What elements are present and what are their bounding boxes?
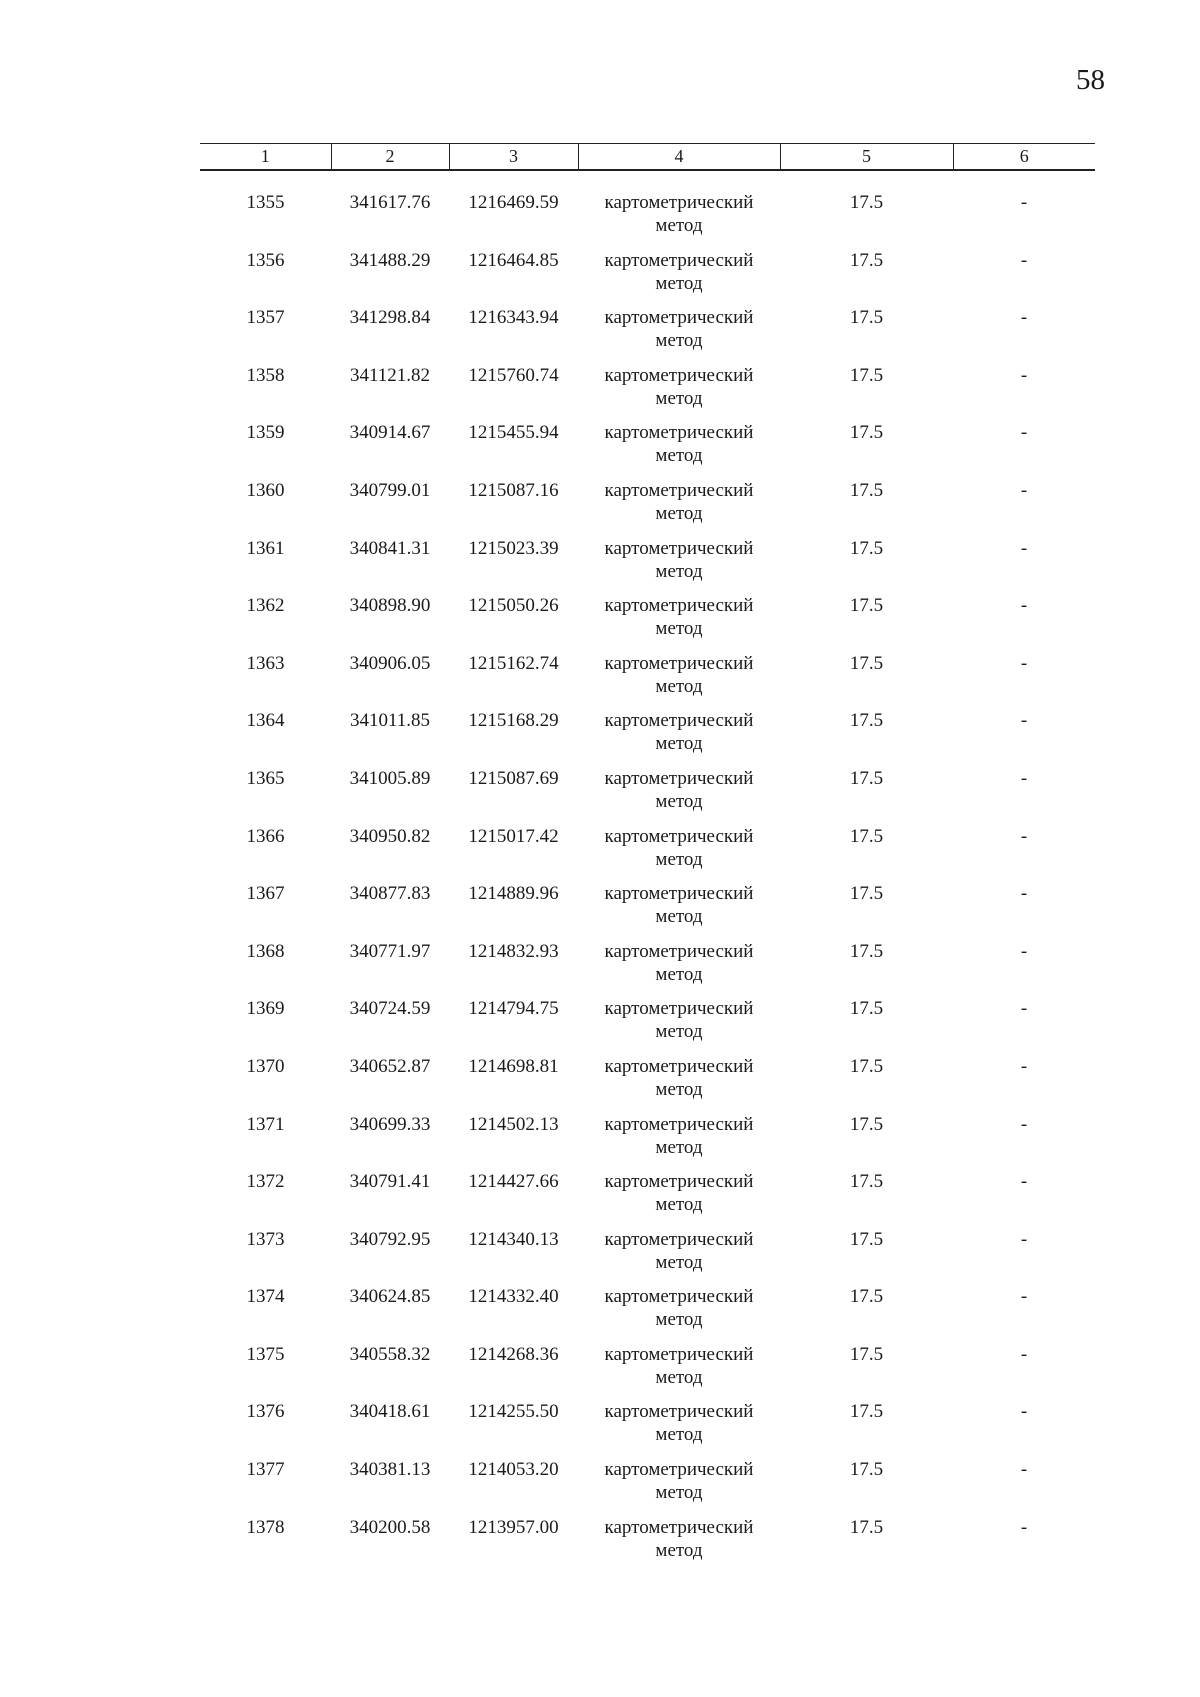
cell-note: -	[1020, 1228, 1028, 1250]
cell-note: -	[1020, 192, 1028, 213]
cell-value: 17.5	[849, 249, 884, 271]
table-body	[200, 170, 1095, 1573]
cell-value: 17.5	[849, 307, 884, 329]
cell-point-id: 1365	[246, 767, 285, 789]
cell-x-coordinate: 340914.67	[349, 422, 431, 444]
method-line-2: метод	[655, 1251, 703, 1273]
cell-y-coordinate: 1216464.85	[468, 249, 559, 271]
cell-y-coordinate: 1215087.16	[468, 479, 559, 501]
cell-x-coordinate: 340791.41	[349, 1171, 431, 1193]
cell-method	[578, 882, 780, 940]
cell-method	[578, 1343, 780, 1401]
cell-value: 17.5	[849, 1343, 884, 1365]
cell-point-id: 1360	[246, 479, 285, 501]
cell-y-coordinate: 1216343.94	[468, 307, 559, 329]
header-row	[200, 144, 1095, 171]
table-row	[200, 1458, 1095, 1516]
cell-x-coordinate: 341005.89	[349, 767, 431, 789]
cell-point-id: 1364	[246, 710, 285, 732]
cell-note: -	[1020, 710, 1028, 732]
cell-point-id: 1367	[246, 883, 285, 905]
cell-x-coordinate: 340558.32	[349, 1343, 431, 1365]
table-row	[200, 940, 1095, 998]
cell-method	[578, 1516, 780, 1574]
cell-note: -	[1020, 883, 1028, 905]
cell-point-id: 1378	[246, 1516, 285, 1538]
method-line-2: метод	[655, 560, 703, 582]
cell-y-coordinate: 1214832.93	[468, 940, 559, 962]
table-row	[200, 364, 1095, 422]
cell-value: 17.5	[849, 537, 884, 559]
cell-note: -	[1020, 998, 1028, 1020]
cell-point-id: 1361	[246, 537, 285, 559]
cell-x-coordinate: 340799.01	[349, 479, 431, 501]
method-line-1: картометрический	[604, 998, 754, 1020]
method-line-2: метод	[655, 848, 703, 870]
method-line-2: метод	[655, 445, 703, 467]
cell-y-coordinate: 1213957.00	[468, 1516, 559, 1538]
table-row	[200, 709, 1095, 767]
cell-x-coordinate: 340898.90	[349, 595, 431, 617]
method-line-1: картометрический	[604, 940, 754, 962]
coordinates-table-container	[200, 143, 1095, 1573]
cell-x-coordinate: 340792.95	[349, 1228, 431, 1250]
cell-note: -	[1020, 422, 1028, 444]
cell-note: -	[1020, 537, 1028, 559]
cell-value: 17.5	[849, 883, 884, 905]
method-line-2: метод	[655, 618, 703, 640]
cell-note: -	[1020, 1055, 1028, 1077]
cell-value: 17.5	[849, 998, 884, 1020]
method-line-2: метод	[655, 1309, 703, 1331]
cell-point-id: 1370	[246, 1055, 285, 1077]
cell-value: 17.5	[849, 1055, 884, 1077]
cell-x-coordinate: 340841.31	[349, 537, 431, 559]
method-line-1: картометрический	[604, 1171, 754, 1193]
method-line-1: картометрический	[604, 652, 754, 674]
cell-value: 17.5	[849, 1401, 884, 1423]
method-line-1: картометрический	[604, 1459, 754, 1481]
method-line-1: картометрический	[604, 825, 754, 847]
cell-value: 17.5	[849, 479, 884, 501]
cell-x-coordinate: 340200.58	[349, 1516, 431, 1538]
method-line-2: метод	[655, 387, 703, 409]
method-line-2: метод	[655, 1539, 703, 1561]
table-row	[200, 1285, 1095, 1343]
cell-y-coordinate: 1214502.13	[468, 1113, 559, 1135]
cell-x-coordinate: 340624.85	[349, 1286, 431, 1308]
cell-method	[578, 537, 780, 595]
cell-point-id: 1357	[246, 307, 285, 329]
cell-value: 17.5	[849, 652, 884, 674]
cell-note: -	[1020, 652, 1028, 674]
method-line-2: метод	[655, 906, 703, 928]
cell-note: -	[1020, 307, 1028, 329]
method-line-1: картометрический	[604, 1343, 754, 1365]
cell-y-coordinate: 1215168.29	[468, 710, 559, 732]
method-line-2: метод	[655, 1136, 703, 1158]
cell-y-coordinate: 1214427.66	[468, 1171, 559, 1193]
cell-method	[578, 479, 780, 537]
cell-x-coordinate: 341488.29	[349, 249, 431, 271]
cell-y-coordinate: 1215760.74	[468, 364, 559, 386]
cell-note: -	[1020, 1171, 1028, 1193]
method-line-2: метод	[655, 502, 703, 524]
method-line-1: картометрический	[604, 1113, 754, 1135]
cell-x-coordinate: 340381.13	[349, 1459, 431, 1481]
table-row	[200, 249, 1095, 307]
table-row	[200, 1228, 1095, 1286]
cell-method	[578, 421, 780, 479]
cell-point-id: 1373	[246, 1228, 285, 1250]
cell-point-id: 1374	[246, 1286, 285, 1308]
method-line-2: метод	[655, 1194, 703, 1216]
table-row	[200, 1516, 1095, 1574]
cell-method	[578, 1458, 780, 1516]
cell-note: -	[1020, 364, 1028, 386]
method-line-2: метод	[655, 330, 703, 352]
cell-note: -	[1020, 479, 1028, 501]
cell-method	[578, 652, 780, 710]
cell-method	[578, 306, 780, 364]
cell-x-coordinate: 340418.61	[349, 1401, 431, 1423]
cell-note: -	[1020, 825, 1028, 847]
column-header: 6	[953, 144, 1095, 171]
cell-x-coordinate: 340652.87	[349, 1055, 431, 1077]
cell-value: 17.5	[849, 595, 884, 617]
cell-value: 17.5	[849, 1459, 884, 1481]
cell-note: -	[1020, 940, 1028, 962]
method-line-2: метод	[655, 272, 703, 294]
table-row	[200, 767, 1095, 825]
cell-point-id: 1368	[246, 940, 285, 962]
method-line-1: картометрический	[604, 249, 754, 271]
cell-point-id: 1355	[246, 192, 285, 213]
cell-method	[578, 1400, 780, 1458]
cell-x-coordinate: 341121.82	[349, 364, 431, 386]
table-row	[200, 537, 1095, 595]
table-row	[200, 652, 1095, 710]
method-line-2: метод	[655, 215, 703, 236]
cell-point-id: 1359	[246, 422, 285, 444]
cell-method	[578, 1170, 780, 1228]
cell-y-coordinate: 1215087.69	[468, 767, 559, 789]
table-row	[200, 170, 1095, 249]
cell-method	[578, 1113, 780, 1171]
cell-note: -	[1020, 1286, 1028, 1308]
table-row	[200, 594, 1095, 652]
cell-method	[578, 170, 780, 249]
method-line-1: картометрический	[604, 192, 754, 213]
method-line-1: картометрический	[604, 767, 754, 789]
table-row	[200, 1343, 1095, 1401]
cell-method	[578, 1228, 780, 1286]
table-row	[200, 1113, 1095, 1171]
cell-value: 17.5	[849, 940, 884, 962]
method-line-1: картометрический	[604, 479, 754, 501]
cell-point-id: 1362	[246, 595, 285, 617]
cell-y-coordinate: 1214794.75	[468, 998, 559, 1020]
cell-y-coordinate: 1215023.39	[468, 537, 559, 559]
method-line-2: метод	[655, 790, 703, 812]
cell-point-id: 1377	[246, 1459, 285, 1481]
table-row	[200, 1055, 1095, 1113]
cell-point-id: 1376	[246, 1401, 285, 1423]
cell-y-coordinate: 1215162.74	[468, 652, 559, 674]
column-header: 5	[780, 144, 953, 171]
coordinates-table	[200, 143, 1095, 1573]
cell-note: -	[1020, 1516, 1028, 1538]
table-row	[200, 479, 1095, 537]
table-row	[200, 997, 1095, 1055]
table-row	[200, 882, 1095, 940]
cell-point-id: 1369	[246, 998, 285, 1020]
method-line-2: метод	[655, 675, 703, 697]
cell-note: -	[1020, 1113, 1028, 1135]
cell-point-id: 1358	[246, 364, 285, 386]
method-line-2: метод	[655, 1424, 703, 1446]
cell-y-coordinate: 1214698.81	[468, 1055, 559, 1077]
cell-note: -	[1020, 595, 1028, 617]
method-line-2: метод	[655, 1366, 703, 1388]
method-line-1: картометрический	[604, 1401, 754, 1423]
column-header: 2	[331, 144, 449, 171]
cell-note: -	[1020, 767, 1028, 789]
cell-y-coordinate: 1214889.96	[468, 883, 559, 905]
cell-y-coordinate: 1214268.36	[468, 1343, 559, 1365]
cell-y-coordinate: 1216469.59	[468, 192, 559, 213]
cell-method	[578, 364, 780, 422]
cell-point-id: 1372	[246, 1171, 285, 1193]
cell-value: 17.5	[849, 1286, 884, 1308]
cell-value: 17.5	[849, 1171, 884, 1193]
method-line-1: картометрический	[604, 595, 754, 617]
table-row	[200, 1400, 1095, 1458]
cell-value: 17.5	[849, 1228, 884, 1250]
method-line-2: метод	[655, 1482, 703, 1504]
cell-y-coordinate: 1214255.50	[468, 1401, 559, 1423]
table-row	[200, 306, 1095, 364]
cell-method	[578, 1055, 780, 1113]
cell-method	[578, 825, 780, 883]
method-line-1: картометрический	[604, 364, 754, 386]
cell-method	[578, 594, 780, 652]
method-line-2: метод	[655, 1021, 703, 1043]
cell-x-coordinate: 340699.33	[349, 1113, 431, 1135]
cell-x-coordinate: 340771.97	[349, 940, 431, 962]
cell-y-coordinate: 1214053.20	[468, 1459, 559, 1481]
method-line-1: картометрический	[604, 883, 754, 905]
cell-value: 17.5	[849, 364, 884, 386]
cell-method	[578, 940, 780, 998]
cell-note: -	[1020, 1401, 1028, 1423]
page-number: 58	[1076, 64, 1105, 96]
table-row	[200, 825, 1095, 883]
cell-y-coordinate: 1215455.94	[468, 422, 559, 444]
method-line-2: метод	[655, 963, 703, 985]
cell-method	[578, 997, 780, 1055]
cell-x-coordinate: 340950.82	[349, 825, 431, 847]
cell-value: 17.5	[849, 192, 884, 213]
cell-value: 17.5	[849, 767, 884, 789]
cell-note: -	[1020, 1343, 1028, 1365]
method-line-1: картометрический	[604, 307, 754, 329]
cell-point-id: 1366	[246, 825, 285, 847]
method-line-1: картометрический	[604, 710, 754, 732]
table-row	[200, 1170, 1095, 1228]
method-line-1: картометрический	[604, 1286, 754, 1308]
method-line-1: картометрический	[604, 1516, 754, 1538]
cell-point-id: 1356	[246, 249, 285, 271]
method-line-2: метод	[655, 733, 703, 755]
cell-value: 17.5	[849, 1516, 884, 1538]
cell-method	[578, 1285, 780, 1343]
cell-value: 17.5	[849, 710, 884, 732]
table-row	[200, 421, 1095, 479]
cell-method	[578, 767, 780, 825]
method-line-1: картометрический	[604, 422, 754, 444]
method-line-1: картометрический	[604, 1055, 754, 1077]
cell-value: 17.5	[849, 1113, 884, 1135]
cell-y-coordinate: 1215017.42	[468, 825, 559, 847]
cell-note: -	[1020, 249, 1028, 271]
cell-value: 17.5	[849, 825, 884, 847]
cell-value: 17.5	[849, 422, 884, 444]
cell-method	[578, 709, 780, 767]
column-header: 3	[449, 144, 578, 171]
cell-x-coordinate: 341617.76	[349, 192, 431, 213]
cell-y-coordinate: 1214340.13	[468, 1228, 559, 1250]
cell-note: -	[1020, 1459, 1028, 1481]
method-line-1: картометрический	[604, 1228, 754, 1250]
method-line-1: картометрический	[604, 537, 754, 559]
cell-x-coordinate: 341011.85	[349, 710, 431, 732]
column-header: 1	[200, 144, 331, 171]
cell-y-coordinate: 1215050.26	[468, 595, 559, 617]
method-line-2: метод	[655, 1078, 703, 1100]
cell-x-coordinate: 340724.59	[349, 998, 431, 1020]
cell-x-coordinate: 340877.83	[349, 883, 431, 905]
table-header	[200, 144, 1095, 171]
cell-point-id: 1363	[246, 652, 285, 674]
cell-y-coordinate: 1214332.40	[468, 1286, 559, 1308]
cell-x-coordinate: 340906.05	[349, 652, 431, 674]
cell-point-id: 1375	[246, 1343, 285, 1365]
cell-point-id: 1371	[246, 1113, 285, 1135]
cell-method	[578, 249, 780, 307]
column-header: 4	[578, 144, 780, 171]
cell-x-coordinate: 341298.84	[349, 307, 431, 329]
